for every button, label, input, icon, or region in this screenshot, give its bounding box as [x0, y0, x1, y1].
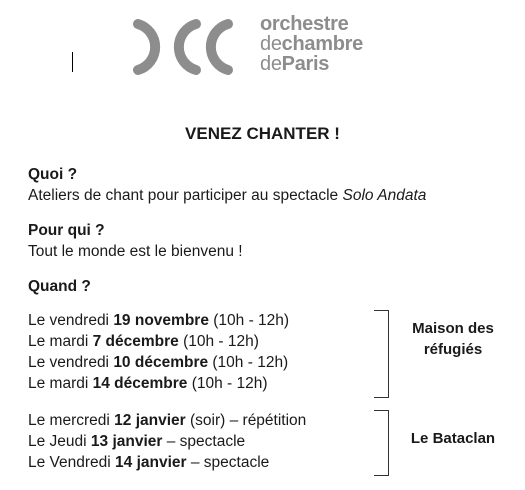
logo-line-3-light: de — [260, 53, 282, 75]
orchestre-logo-icon — [132, 14, 250, 80]
row-date: 13 janvier — [90, 433, 163, 450]
section-quoi — [28, 164, 426, 206]
logo-line-1: orchestre — [260, 13, 349, 35]
section-quand — [28, 276, 91, 297]
row-day: Le Jeudi — [28, 433, 91, 450]
row-detail: (10h - 12h) — [187, 375, 268, 392]
row-date: 7 décembre — [92, 333, 179, 350]
venue-le-bataclan: Le Bataclan — [410, 430, 496, 447]
schedule-group-bataclan — [28, 410, 306, 473]
row-date: 14 décembre — [92, 375, 188, 392]
row-detail: – spectacle — [186, 454, 270, 471]
row-date: 14 janvier — [115, 454, 187, 471]
row-date: 12 janvier — [114, 412, 186, 429]
row-day: Le vendredi — [28, 354, 114, 371]
row-day: Le mercredi — [28, 412, 115, 429]
logo-line-3-bold: Paris — [281, 53, 330, 75]
pour-qui-label: Pour qui ? — [28, 222, 105, 239]
row-day: Le Vendredi — [28, 454, 116, 471]
text-cursor — [72, 52, 73, 72]
venue-label-line-2: réfugiés — [423, 341, 483, 358]
row-detail: – spectacle — [162, 433, 246, 450]
schedule-group-maison — [28, 310, 289, 394]
orchestre-logo — [132, 14, 392, 80]
logo-line-2-bold: chambre — [281, 33, 363, 55]
schedule-row — [28, 352, 289, 373]
row-date: 19 novembre — [113, 312, 209, 329]
row-detail: (10h - 12h) — [208, 354, 289, 371]
quand-label: Quand ? — [28, 278, 91, 295]
row-detail: (10h - 12h) — [208, 312, 290, 329]
venue-label-line-1: Maison des — [412, 320, 494, 337]
quoi-label: Quoi ? — [28, 166, 78, 183]
quoi-text — [28, 185, 426, 206]
bracket-maison — [374, 310, 389, 398]
schedule-row — [28, 410, 306, 431]
row-detail: (soir) – répétition — [185, 412, 307, 429]
quoi-text-main: Ateliers de chant pour participer au spectacle — [28, 187, 343, 204]
schedule-row — [28, 331, 289, 352]
row-day: Le mardi — [28, 375, 93, 392]
logo-line-2-light: de — [260, 33, 282, 55]
pour-qui-text: Tout le monde est le bienvenu ! — [28, 243, 243, 260]
row-day: Le mardi — [28, 333, 93, 350]
page-title: VENEZ CHANTER ! — [185, 124, 340, 143]
schedule-row — [28, 452, 306, 473]
schedule-row — [28, 373, 289, 394]
bracket-bataclan — [374, 410, 389, 476]
quoi-show-title: Solo Andata — [342, 187, 427, 204]
schedule-row — [28, 431, 306, 452]
row-date: 10 décembre — [113, 354, 209, 371]
orchestre-wordmark — [260, 14, 363, 74]
row-day: Le vendredi — [28, 312, 114, 329]
venue-maison-des-refugies — [398, 318, 508, 360]
section-pour-qui — [28, 220, 243, 262]
schedule-row — [28, 310, 289, 331]
row-detail: (10h - 12h) — [178, 333, 259, 350]
